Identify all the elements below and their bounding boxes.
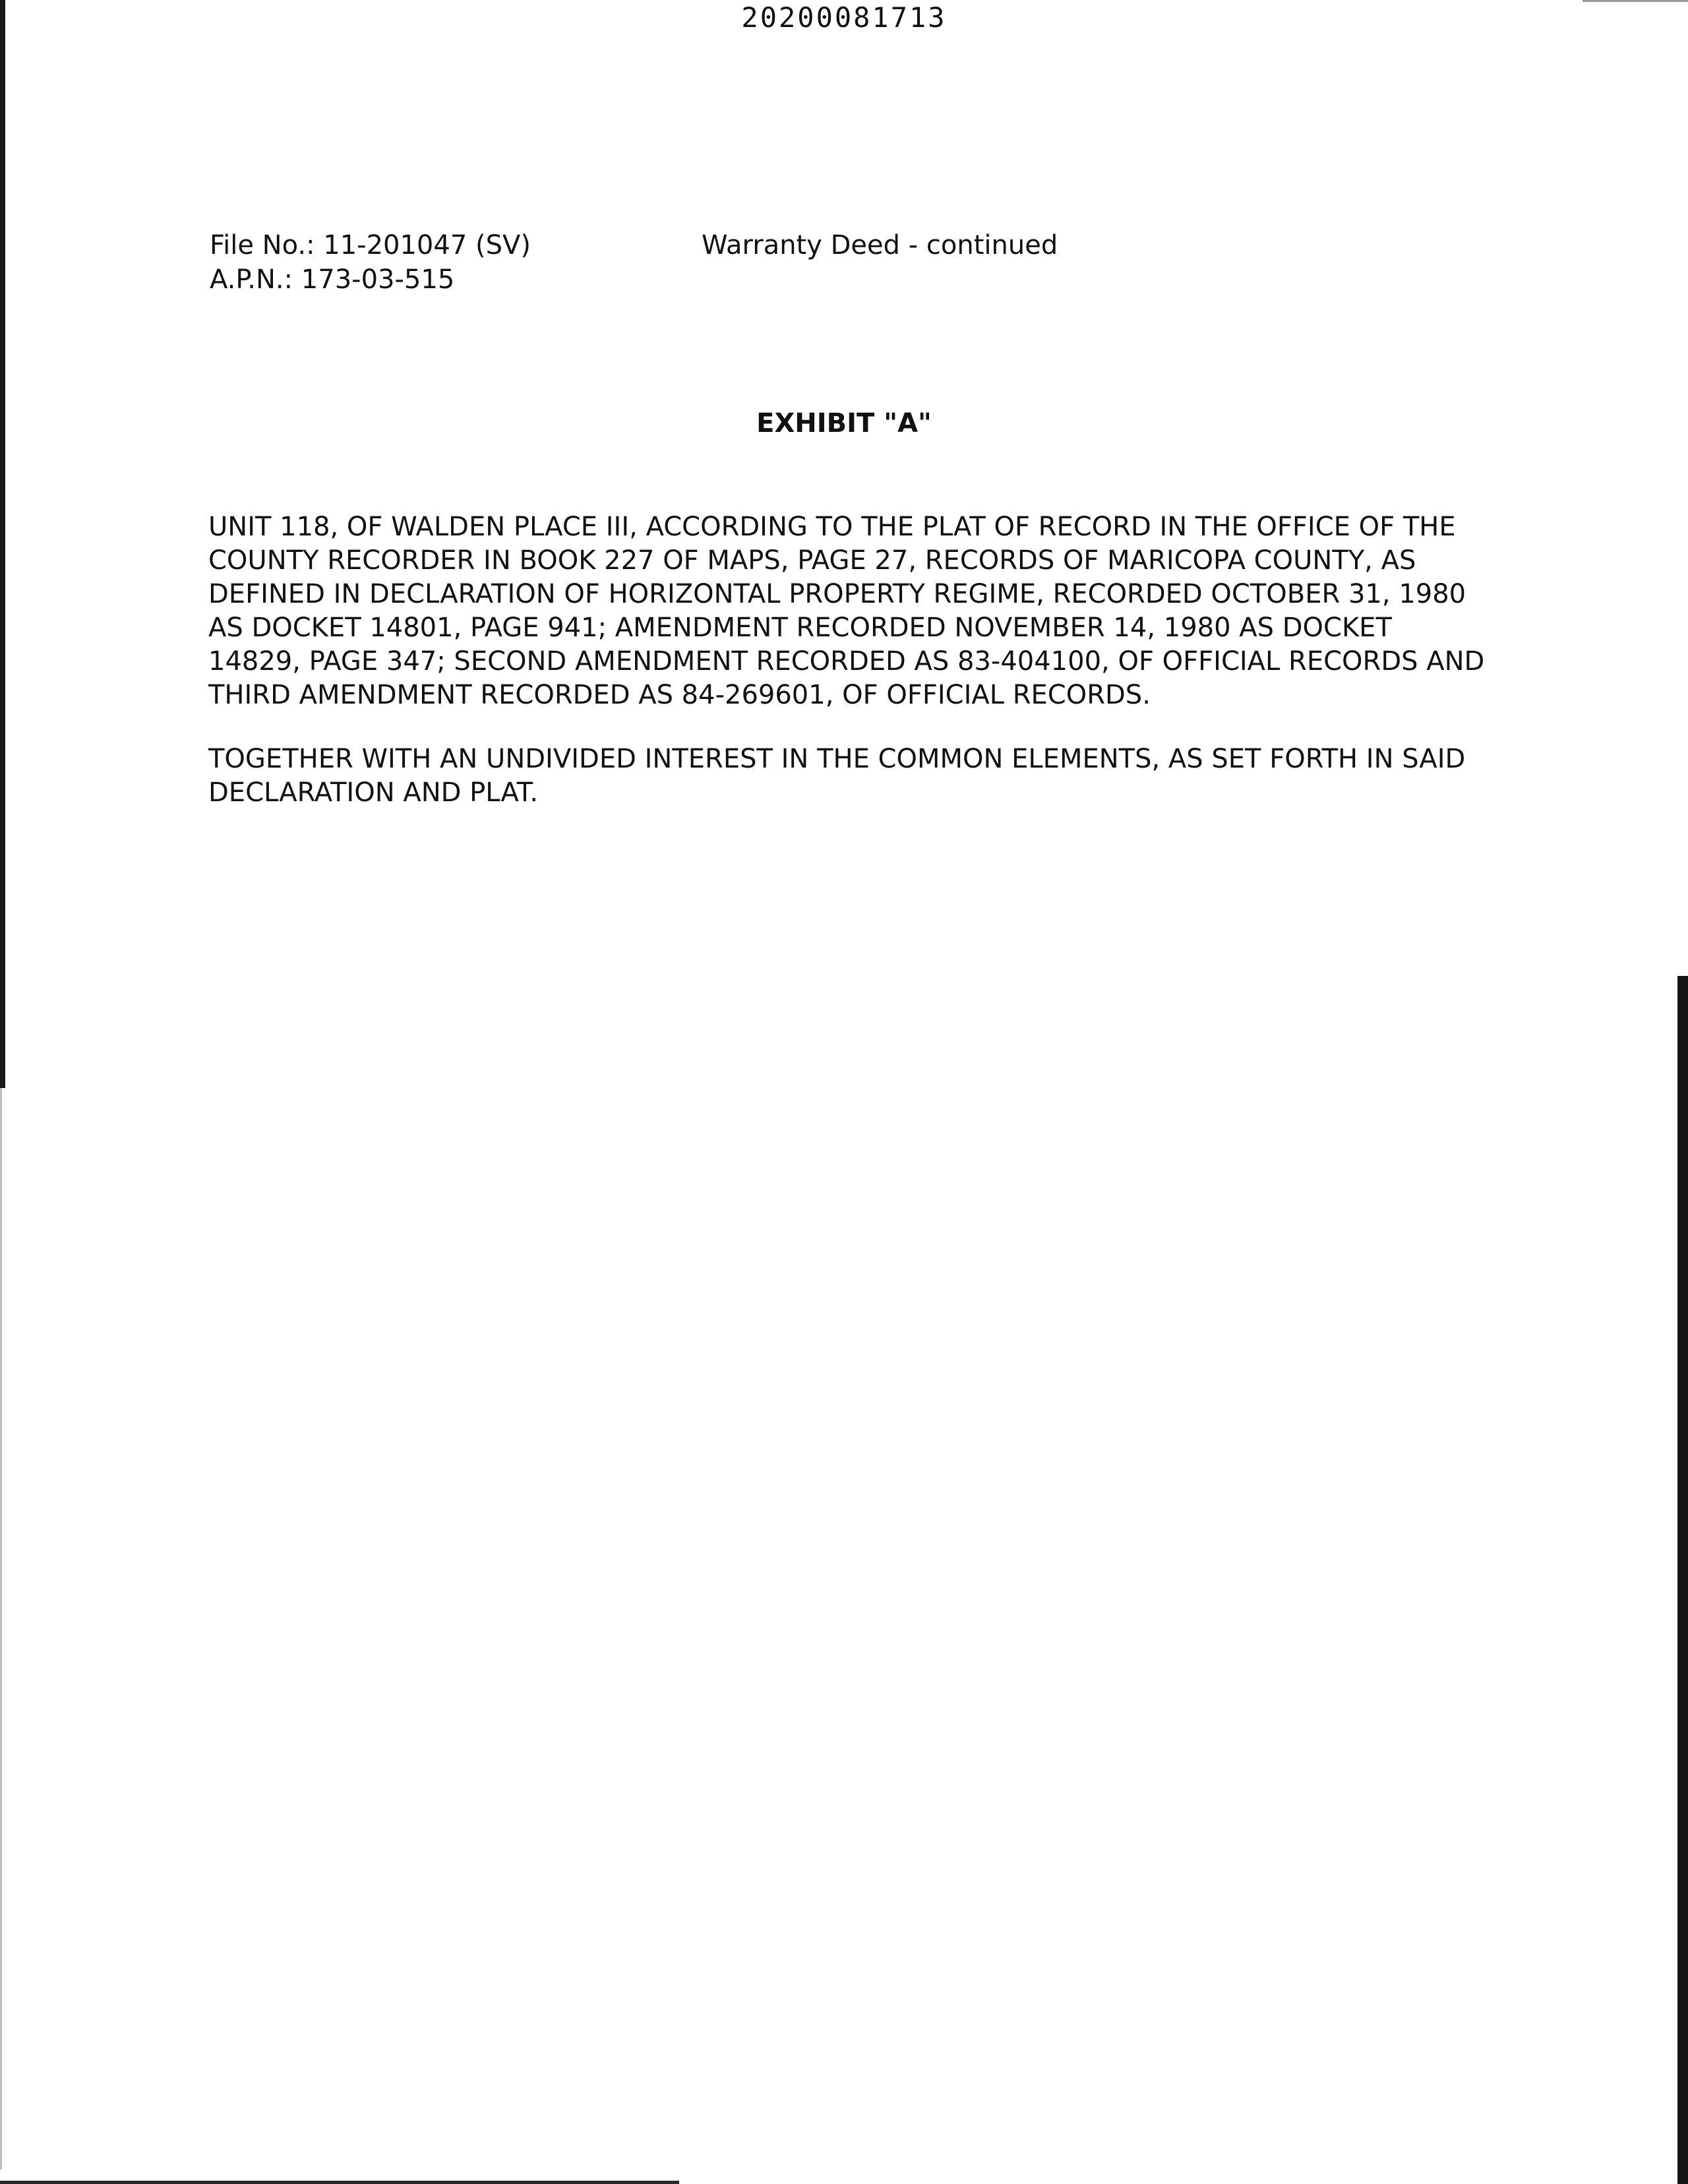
apn-number: A.P.N.: 173-03-515 — [210, 264, 455, 295]
scan-edge-left-faint — [0, 1088, 2, 2169]
scan-edge-left — [0, 0, 5, 1088]
scan-edge-right — [1677, 976, 1688, 2184]
file-number: File No.: 11-201047 (SV) — [210, 230, 531, 260]
file-info-block — [210, 228, 531, 297]
scan-edge-bottom — [0, 2181, 679, 2184]
legal-description-paragraph: UNIT 118, OF WALDEN PLACE III, ACCORDING TO THE PLAT OF RECORD IN THE OFFICE OF THE COUNTY RECORDER IN BOOK 227 OF MAPS, PAGE 27, RECORDS OF MARICOPA COUNTY, AS DEFINED IN DECLARATION OF HORIZONTAL PROPERTY REGIME, RECORDED OCTOBER 31, 1980 AS DOCKET 14801, PAGE 941; AMENDMENT RECORDED NOVEMBER 14, 1980 AS DOCKET 14829, PAGE 347; SECOND AMENDMENT RECORDED AS 83-404100, OF OFFICIAL RECORDS AND THIRD AMENDMENT RECORDED AS 84-269601, OF OFFICIAL RECORDS. — [208, 512, 1485, 710]
common-elements-paragraph: TOGETHER WITH AN UNDIVIDED INTEREST IN THE COMMON ELEMENTS, AS SET FORTH IN SAID DECLARATION AND PLAT. — [208, 744, 1466, 808]
recording-number: 20200081713 — [741, 1, 947, 34]
exhibit-title: EXHIBIT "A" — [756, 408, 932, 439]
document-type-heading: Warranty Deed - continued — [702, 230, 1058, 260]
